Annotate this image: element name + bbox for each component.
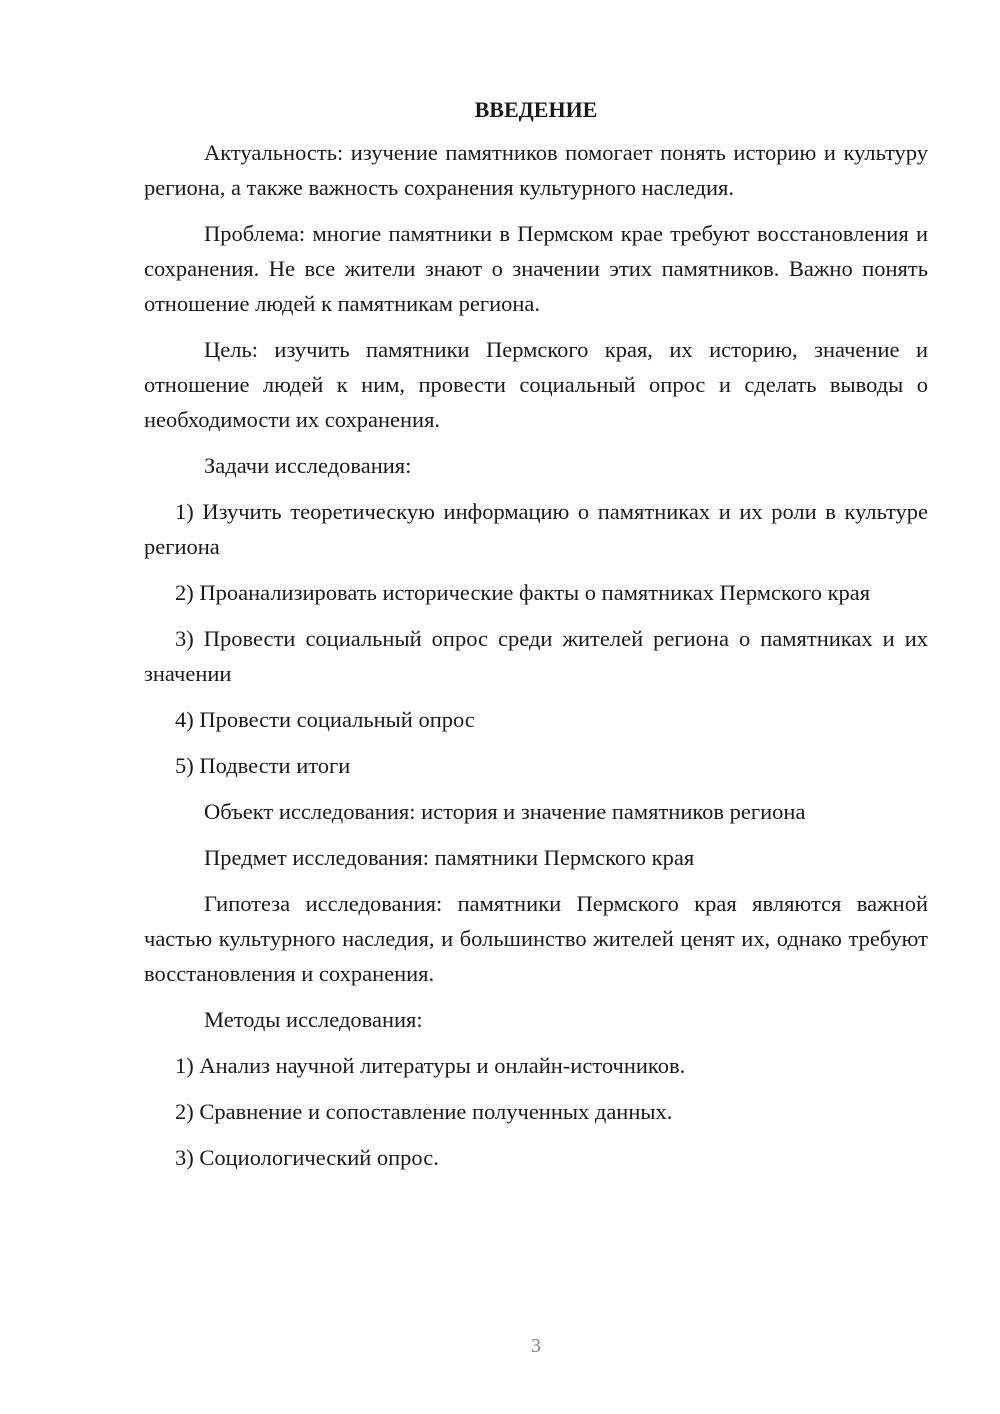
goal-paragraph: Цель: изучить памятники Пермского края, их историю, значение и отношение людей к ним, провести социальный опрос и сделать выводы о необходимости их сохранения.	[144, 337, 928, 432]
method-item: 1) Анализ научной литературы и онлайн-источников.	[175, 1053, 686, 1078]
subject-paragraph: Предмет исследования: памятники Пермского края	[204, 845, 695, 870]
problem-paragraph: Проблема: многие памятники в Пермском крае требуют восстановления и сохранения. Не все жители знают о значении этих памятников. Важно понять отношение людей к памятникам региона.	[144, 221, 928, 316]
hypothesis-paragraph: Гипотеза исследования: памятники Пермского края являются важной частью культурного наследия, и большинство жителей ценят их, однако требуют восстановления и сохранения.	[144, 891, 928, 986]
method-item: 2) Сравнение и сопоставление полученных данных.	[175, 1099, 673, 1124]
method-item: 3) Социологический опрос.	[175, 1145, 439, 1170]
section-title: ВВЕДЕНИЕ	[474, 97, 598, 122]
object-paragraph: Объект исследования: история и значение памятников региона	[204, 799, 806, 824]
document-page	[144, 92, 928, 1186]
task-item: 5) Подвести итоги	[175, 753, 351, 778]
page-number: 3	[531, 1335, 541, 1357]
task-item: 3) Провести социальный опрос среди жителей региона о памятниках и их значении	[144, 626, 928, 686]
task-item: 2) Проанализировать исторические факты о памятниках Пермского края	[175, 580, 871, 605]
relevance-paragraph: Актуальность: изучение памятников помогает понять историю и культуру региона, а также важность сохранения культурного наследия.	[144, 140, 928, 200]
task-item: 4) Провести социальный опрос	[175, 707, 475, 732]
methods-heading: Методы исследования:	[204, 1007, 423, 1032]
task-item: 1) Изучить теоретическую информацию о памятниках и их роли в культуре региона	[144, 499, 928, 559]
tasks-heading: Задачи исследования:	[204, 453, 412, 478]
